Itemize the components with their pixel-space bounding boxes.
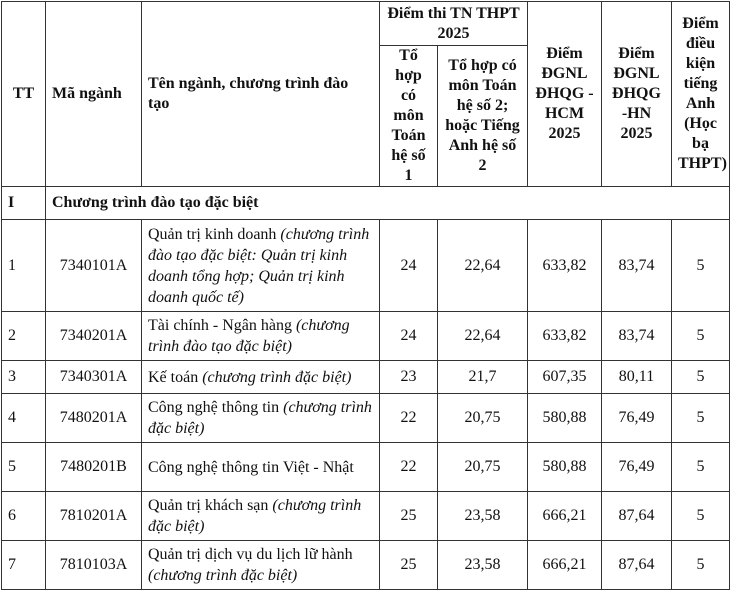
row-code: 7810201A (46, 492, 142, 541)
header-hn: Điểm ĐGNL ĐHQG -HN 2025 (602, 2, 672, 187)
row-hn: 76,49 (602, 394, 672, 443)
row-tt: 2 (2, 312, 46, 361)
row-combo1: 25 (380, 541, 438, 590)
row-hcm: 580,88 (528, 443, 602, 492)
row-program (142, 312, 380, 361)
row-english: 5 (672, 492, 730, 541)
row-combo1: 24 (380, 220, 438, 312)
row-combo1: 22 (380, 394, 438, 443)
row-combo2: 23,58 (438, 492, 528, 541)
header-english: Điểm điều kiện tiếng Anh (Học bạ THPT) (672, 2, 730, 187)
table-row (2, 394, 730, 443)
program-note: (chương trình đặc biệt) (148, 567, 298, 584)
program-name: Công nghệ thông tin Việt - Nhật (148, 458, 354, 476)
table-row (2, 443, 730, 492)
header-combo2: Tổ hợp có môn Toán hệ số 2; hoặc Tiếng Anh hệ số 2 (438, 46, 528, 187)
table-row (2, 541, 730, 590)
row-english: 5 (672, 541, 730, 590)
header-combo1: Tổ hợp có môn Toán hệ số 1 (380, 46, 438, 187)
row-hcm: 607,35 (528, 361, 602, 394)
header-tt: TT (2, 2, 46, 187)
row-hcm: 666,21 (528, 541, 602, 590)
row-code: 7340201A (46, 312, 142, 361)
section-title: Chương trình đào tạo đặc biệt (46, 187, 730, 220)
row-program (142, 361, 380, 394)
section-row (2, 187, 730, 220)
program-name: Kế toán (148, 368, 199, 386)
admission-score-table (1, 1, 730, 590)
row-code: 7810103A (46, 541, 142, 590)
row-combo1: 25 (380, 492, 438, 541)
row-tt: 5 (2, 443, 46, 492)
row-tt: 6 (2, 492, 46, 541)
row-hn: 83,74 (602, 312, 672, 361)
program-name: Quản trị khách sạn (148, 497, 269, 514)
row-combo2: 22,64 (438, 220, 528, 312)
program-name: Quản trị dịch vụ du lịch lữ hành (148, 546, 353, 563)
row-english: 5 (672, 361, 730, 394)
row-combo2: 20,75 (438, 443, 528, 492)
row-combo1: 22 (380, 443, 438, 492)
program-note: (chương trình đào tạo đặc biệt: Quản trị kinh doanh tổng hợp; Quản trị kinh doanh quốc tế) (148, 225, 370, 306)
row-combo2: 21,7 (438, 361, 528, 394)
table-row (2, 220, 730, 312)
row-hn: 83,74 (602, 220, 672, 312)
table-header (2, 2, 730, 187)
table-row (2, 312, 730, 361)
program-name: Quản trị kinh doanh (148, 225, 277, 243)
row-program (142, 220, 380, 312)
row-tt: 3 (2, 361, 46, 394)
row-tt: 1 (2, 220, 46, 312)
row-hn: 80,11 (602, 361, 672, 394)
program-name: Tài chính - Ngân hàng (148, 317, 292, 334)
row-tt: 7 (2, 541, 46, 590)
row-english: 5 (672, 312, 730, 361)
row-combo2: 22,64 (438, 312, 528, 361)
row-hn: 87,64 (602, 541, 672, 590)
row-english: 5 (672, 220, 730, 312)
row-hn: 87,64 (602, 492, 672, 541)
row-code: 7340101A (46, 220, 142, 312)
row-hcm: 580,88 (528, 394, 602, 443)
row-hcm: 666,21 (528, 492, 602, 541)
row-combo1: 23 (380, 361, 438, 394)
row-program (142, 541, 380, 590)
section-number: I (2, 187, 46, 220)
program-note: (chương trình đặc biệt) (148, 399, 372, 437)
header-program: Tên ngành, chương trình đào tạo (142, 2, 380, 187)
row-tt: 4 (2, 394, 46, 443)
row-english: 5 (672, 394, 730, 443)
row-combo2: 20,75 (438, 394, 528, 443)
program-name: Công nghệ thông tin (148, 399, 280, 416)
program-note: (chương trình đào tạo đặc biệt) (148, 317, 350, 355)
row-english: 5 (672, 443, 730, 492)
row-program (142, 394, 380, 443)
table-body (2, 187, 730, 590)
row-code: 7480201A (46, 394, 142, 443)
row-combo1: 24 (380, 312, 438, 361)
program-note: (chương trình đặc biệt) (148, 497, 362, 535)
row-hcm: 633,82 (528, 220, 602, 312)
row-code: 7340301A (46, 361, 142, 394)
table-row (2, 492, 730, 541)
row-program (142, 443, 380, 492)
row-combo2: 23,58 (438, 541, 528, 590)
header-thpt-group: Điểm thi TN THPT 2025 (380, 2, 528, 46)
program-note: (chương trình đặc biệt) (202, 368, 352, 386)
table-row (2, 361, 730, 394)
header-hcm: Điểm ĐGNL ĐHQG -HCM 2025 (528, 2, 602, 187)
row-program (142, 492, 380, 541)
row-hcm: 633,82 (528, 312, 602, 361)
header-code: Mã ngành (46, 2, 142, 187)
row-code: 7480201B (46, 443, 142, 492)
row-hn: 76,49 (602, 443, 672, 492)
